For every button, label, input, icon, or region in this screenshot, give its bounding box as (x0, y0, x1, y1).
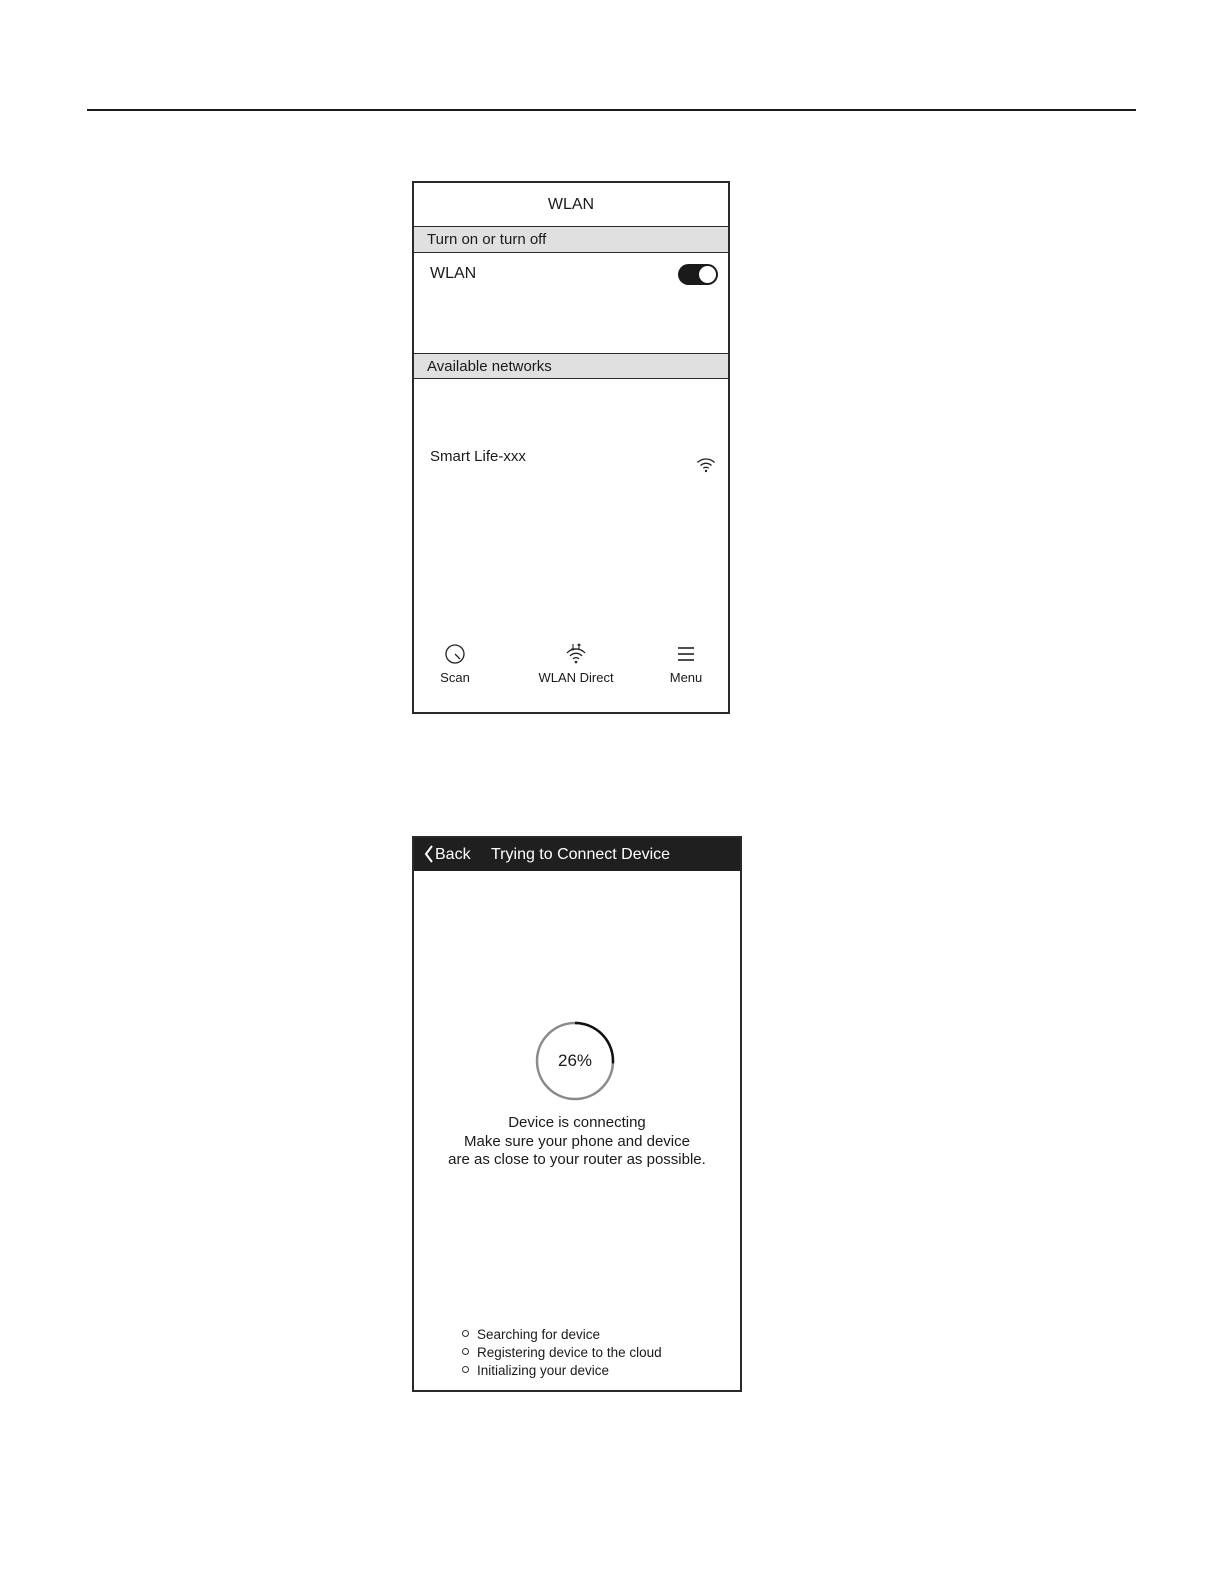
connect-header-bar (414, 838, 740, 871)
step-item (462, 1344, 662, 1362)
toggle-knob (699, 266, 716, 283)
status-line: Make sure your phone and device (464, 1132, 690, 1150)
step-label: Searching for device (477, 1327, 601, 1342)
progress-percent-label: 26% (557, 1051, 593, 1070)
wifi-icon (696, 457, 716, 473)
step-indicator-icon (462, 1366, 469, 1373)
scan-icon (444, 643, 466, 665)
status-line: are as close to your router as possible. (448, 1151, 706, 1168)
back-button[interactable] (424, 838, 471, 871)
status-line: Device is connecting (508, 1114, 646, 1131)
connection-status-message (414, 1114, 740, 1170)
wlan-direct-label: WLAN Direct (538, 670, 614, 685)
step-label: Registering device to the cloud (477, 1345, 662, 1360)
step-indicator-icon (462, 1330, 469, 1337)
step-indicator-icon (462, 1348, 469, 1355)
scan-button[interactable] (432, 643, 478, 685)
wlan-direct-icon (565, 643, 587, 665)
connection-steps-list (462, 1326, 662, 1380)
scan-label: Scan (440, 670, 470, 685)
wlan-toggle-label: WLAN (430, 265, 477, 282)
step-item (462, 1362, 662, 1380)
wlan-screen-title: WLAN (414, 183, 728, 227)
menu-icon (675, 643, 697, 665)
page-divider (87, 109, 1136, 111)
menu-button[interactable] (666, 643, 706, 685)
menu-label: Menu (669, 670, 703, 685)
step-label: Initializing your device (477, 1363, 610, 1378)
networks-section-header: Available networks (414, 353, 728, 379)
wlan-direct-button[interactable] (532, 643, 620, 685)
network-item-smart-life[interactable] (414, 443, 728, 473)
connect-screen-title: Trying to Connect Device (491, 846, 671, 863)
wlan-settings-screen (412, 181, 730, 714)
toggle-section-header: Turn on or turn off (414, 227, 728, 253)
connect-device-screen (412, 836, 742, 1392)
back-label: Back (435, 846, 471, 863)
wlan-toggle-switch[interactable] (678, 264, 718, 285)
network-name: Smart Life-xxx (430, 448, 526, 465)
chevron-left-icon (424, 845, 434, 863)
step-item (462, 1326, 662, 1344)
